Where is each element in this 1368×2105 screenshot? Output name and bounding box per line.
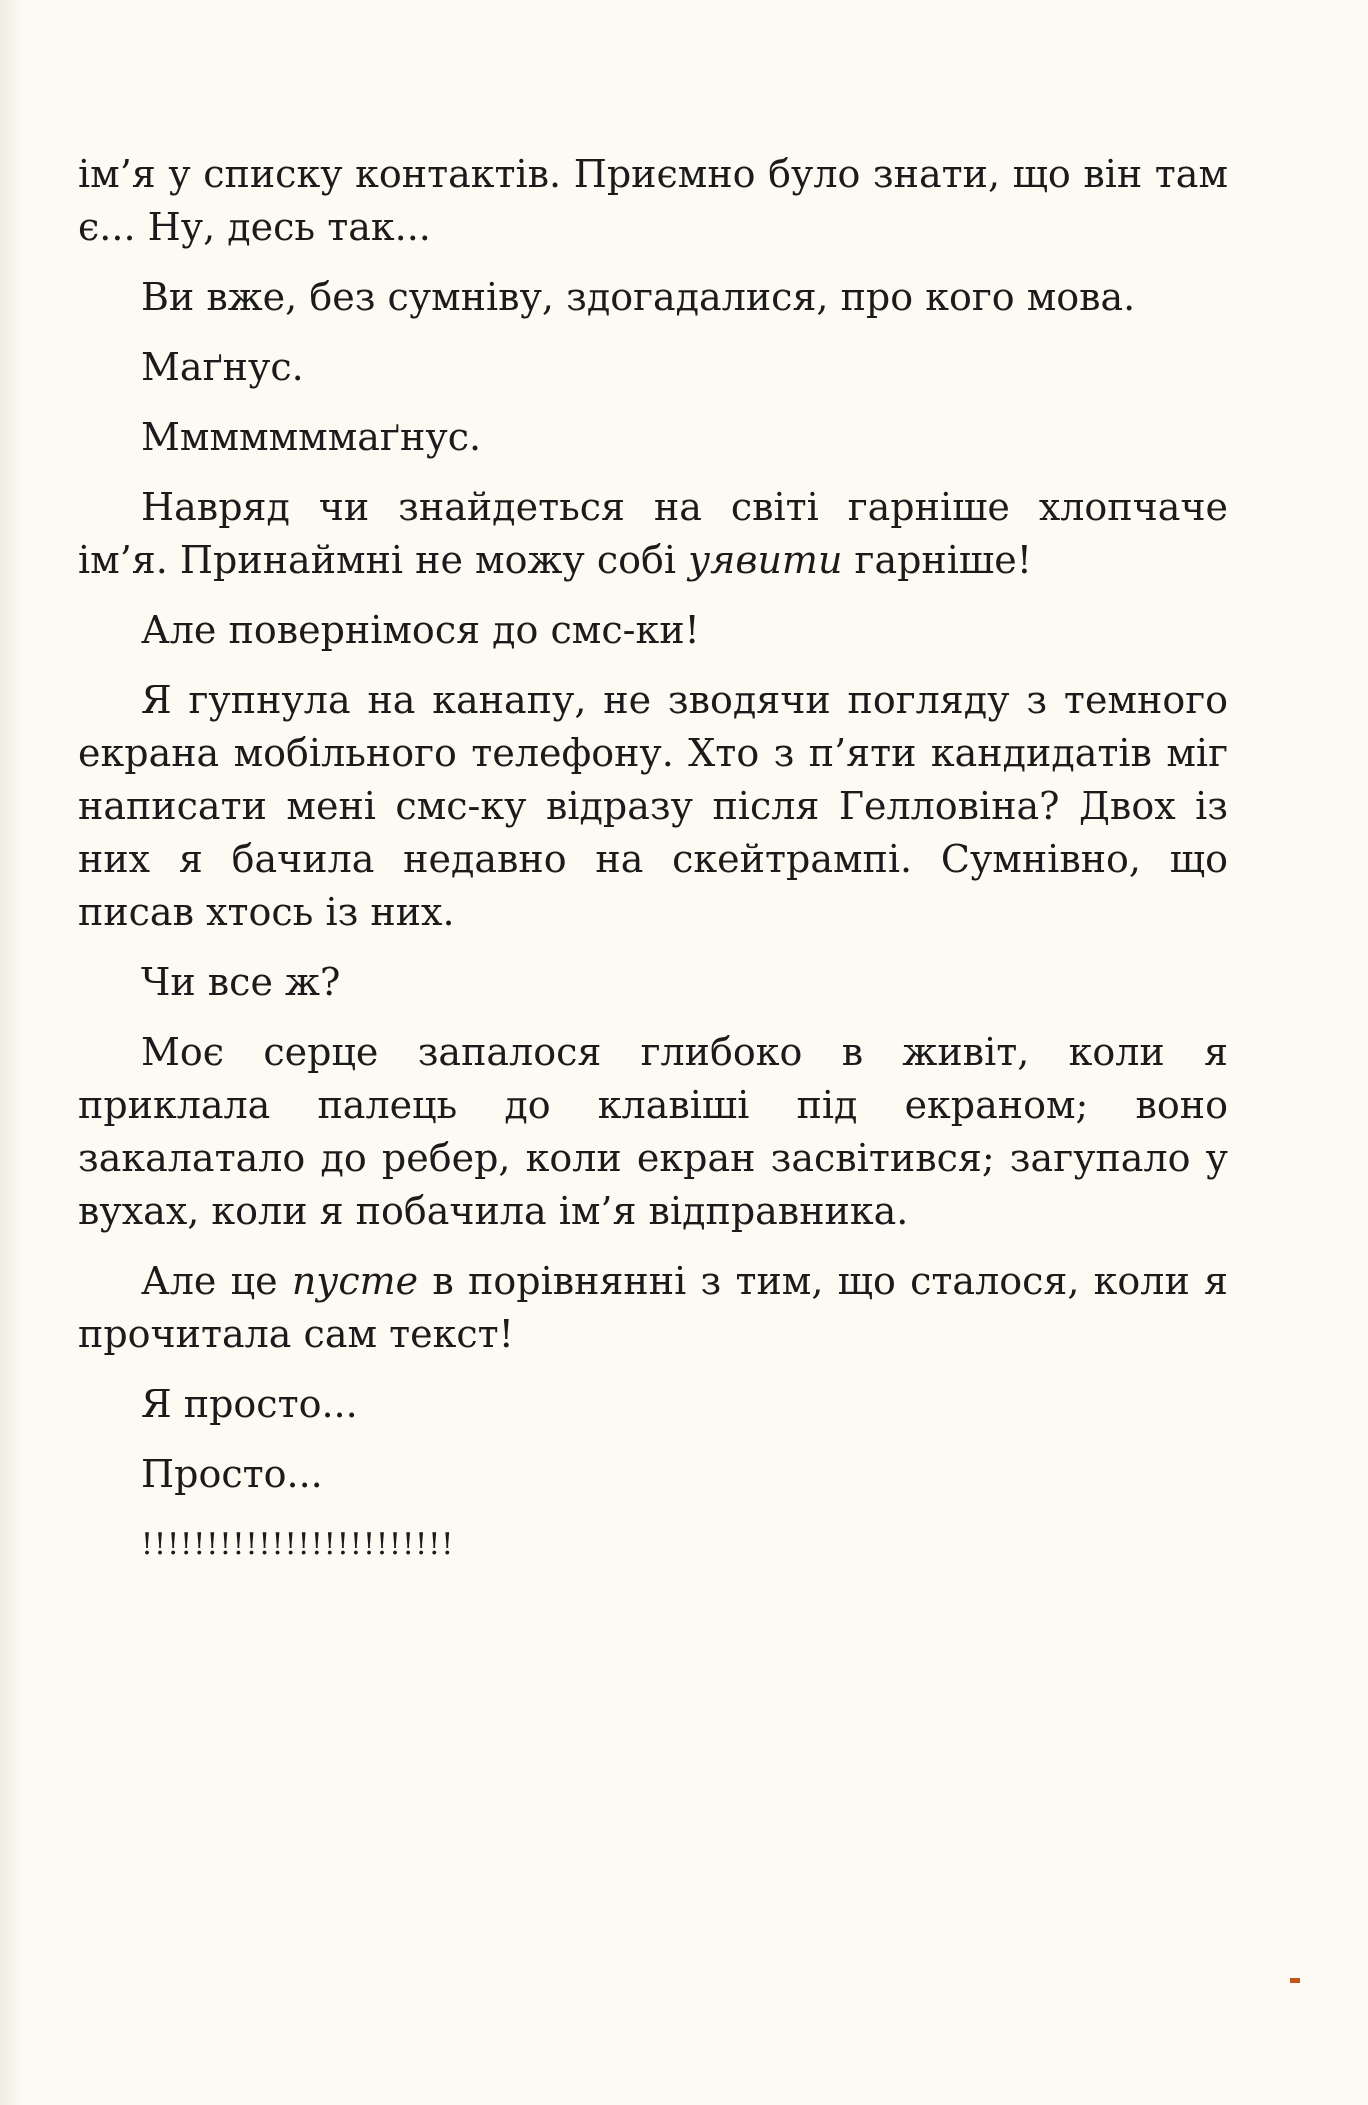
paragraph: Я просто... xyxy=(141,1382,358,1426)
text-run: Але це xyxy=(141,1259,292,1303)
paragraph: Просто... xyxy=(141,1452,323,1496)
emphasis-text: пусте xyxy=(291,1259,419,1303)
page-gutter-shadow xyxy=(0,0,22,2105)
paragraph: Ви вже, без сумніву, здогадалися, про кого мова. xyxy=(141,275,1136,319)
emphasis-text: уявити xyxy=(688,538,843,582)
paragraph xyxy=(78,481,1228,587)
body-text xyxy=(78,148,1228,1588)
text-run: Навряд чи знайдеться на світі гарніше хлопчаче ім’я. Принаймні не можу собі xyxy=(78,485,1228,582)
paragraph: Чи все ж? xyxy=(141,960,341,1004)
text-run: в порівнянні з тим, що сталося, коли я прочитала сам текст! xyxy=(78,1259,1228,1356)
paragraph: Я гупнула на канапу, не зводячи погляду з темного екрана мобільного телефону. Хто з п’яти кандидатів міг написати мені смс-ку відразу після Гелловіна? Двох із них я бачила недавно на скейтрампі. Сумнівно, що писав хтось із них. xyxy=(78,678,1228,934)
exclamation-line: !!!!!!!!!!!!!!!!!!!!!!!! xyxy=(141,1527,455,1562)
corner-print-mark xyxy=(1290,1978,1300,1983)
paragraph-continuation: ім’я у списку контактів. Приємно було знати, що він там є... Ну, десь так... xyxy=(78,152,1228,249)
paragraph: Моє серце запалося глибоко в живіт, коли я приклала палець до клавіші під екраном; воно закалатало до ребер, коли екран засвітився; загупало у вухах, коли я побачила ім’я відправника. xyxy=(78,1030,1228,1233)
paragraph xyxy=(78,1255,1228,1361)
paragraph: Маґнус. xyxy=(141,345,304,389)
paragraph: Але повернімося до смс-ки! xyxy=(141,608,700,652)
text-run: гарніше! xyxy=(842,538,1032,582)
paragraph: Мммммммаґнус. xyxy=(141,415,482,459)
